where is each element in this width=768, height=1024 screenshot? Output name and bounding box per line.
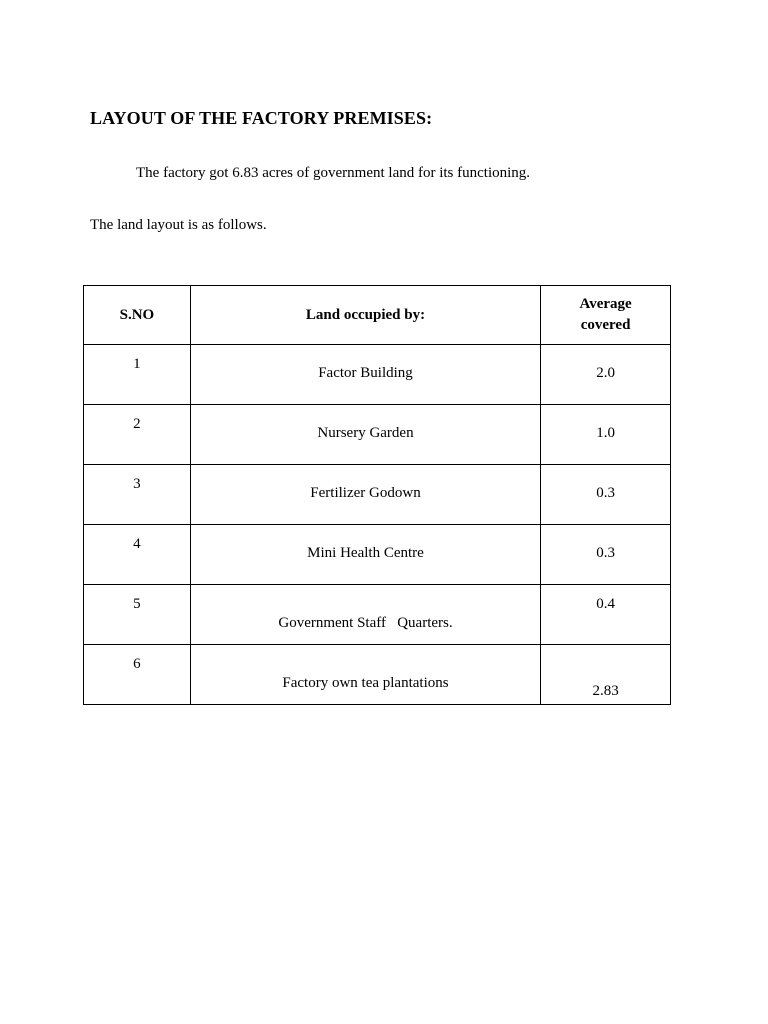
table-row bbox=[84, 525, 671, 585]
page-title: LAYOUT OF THE FACTORY PREMISES: bbox=[90, 108, 433, 128]
row-land: Government Staff Quarters. bbox=[278, 615, 453, 631]
row-land: Fertilizer Godown bbox=[310, 485, 421, 501]
table-row bbox=[84, 465, 671, 525]
row-sno: 1 bbox=[133, 356, 141, 372]
table-row bbox=[84, 405, 671, 465]
table-row bbox=[84, 585, 671, 645]
row-sno: 5 bbox=[133, 596, 141, 612]
table-row bbox=[84, 345, 671, 405]
row-average: 1.0 bbox=[596, 425, 615, 441]
row-land: Factor Building bbox=[318, 365, 413, 381]
header-average-line2: covered bbox=[580, 317, 631, 333]
row-sno: 6 bbox=[133, 656, 141, 672]
row-average: 0.3 bbox=[596, 545, 615, 561]
row-sno: 2 bbox=[133, 416, 141, 432]
row-sno: 4 bbox=[133, 536, 141, 552]
row-average: 2.83 bbox=[592, 683, 619, 699]
header-land-occupied: Land occupied by: bbox=[190, 286, 540, 345]
row-average: 0.4 bbox=[596, 596, 615, 612]
row-land: Factory own tea plantations bbox=[282, 675, 449, 691]
table-row bbox=[84, 645, 671, 705]
row-average: 2.0 bbox=[596, 365, 615, 381]
lead-paragraph: The land layout is as follows. bbox=[90, 217, 267, 233]
header-average-line1: Average bbox=[579, 296, 632, 312]
header-average-covered bbox=[541, 286, 671, 345]
row-land: Mini Health Centre bbox=[307, 545, 424, 561]
table-header-row bbox=[84, 286, 671, 345]
header-sno: S.NO bbox=[84, 286, 191, 345]
intro-paragraph: The factory got 6.83 acres of government land for its functioning. bbox=[136, 165, 531, 181]
land-layout-table bbox=[83, 285, 671, 705]
row-average: 0.3 bbox=[596, 485, 615, 501]
row-land: Nursery Garden bbox=[317, 425, 414, 441]
row-sno: 3 bbox=[133, 476, 141, 492]
